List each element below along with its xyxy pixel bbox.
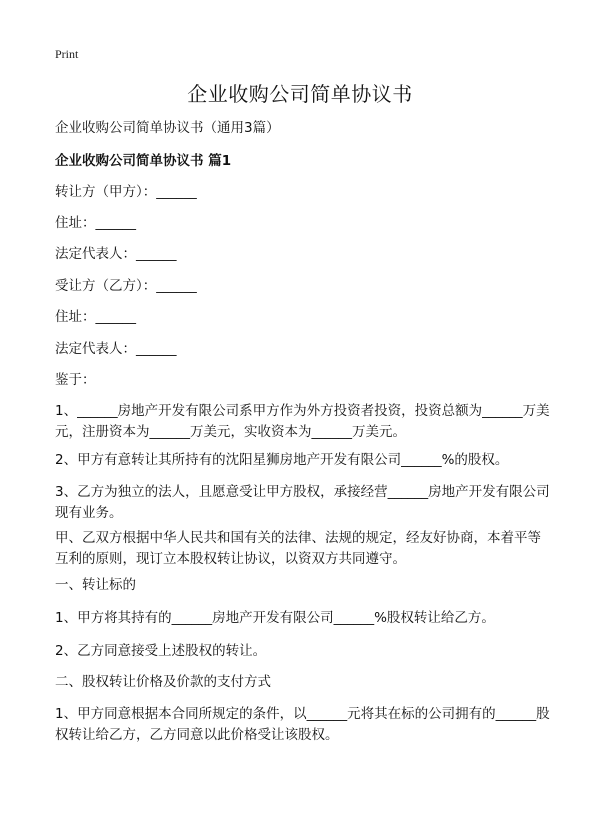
- whereas-heading: 鉴于：: [55, 372, 96, 388]
- article-heading: 一、转让标的: [55, 577, 136, 593]
- document-subtitle: 企业收购公司简单协议书（通用3篇）: [55, 120, 280, 136]
- print-link[interactable]: Print: [55, 47, 79, 61]
- clause-paragraph: 甲、乙双方根据中华人民共和国有关的法律、法规的规定，经友好协商，本着平等互利的原则，现订立本股权转让协议，以资双方共同遵守。: [55, 530, 541, 567]
- clause-paragraph: 2、甲方有意转让其所持有的沈阳星狮房地产开发有限公司______%的股权。: [55, 452, 509, 468]
- clause-paragraph: 1、甲方将其持有的______房地产开发有限公司______%股权转让给乙方。: [55, 610, 495, 626]
- legal-representative-line: 法定代表人：______: [55, 246, 177, 262]
- article-heading: 二、股权转让价格及价款的支付方式: [55, 674, 271, 690]
- transferee-line: 受让方（乙方）：______: [55, 278, 197, 294]
- section-title: 企业收购公司简单协议书 篇1: [55, 153, 232, 169]
- clause-paragraph: 2、乙方同意接受上述股权的转让。: [55, 643, 267, 659]
- clause-paragraph: 1、甲方同意根据本合同所规定的条件，以______元将其在标的公司拥有的______股权转让给乙方，乙方同意以此价格受让该股权。: [55, 706, 550, 743]
- document-title: 企业收购公司简单协议书: [187, 82, 413, 106]
- transferor-line: 转让方（甲方）：______: [55, 184, 197, 200]
- legal-representative-line: 法定代表人：______: [55, 341, 177, 357]
- address-line: 住址：______: [55, 309, 136, 325]
- clause-paragraph: 3、乙方为独立的法人，且愿意受让甲方股权，承接经营______房地产开发有限公司现有业务。: [55, 484, 550, 521]
- address-line: 住址：______: [55, 215, 136, 231]
- clause-paragraph: 1、______房地产开发有限公司系甲方作为外方投资者投资，投资总额为______万美元，注册资本为______万美元，实收资本为______万美元。: [55, 403, 550, 440]
